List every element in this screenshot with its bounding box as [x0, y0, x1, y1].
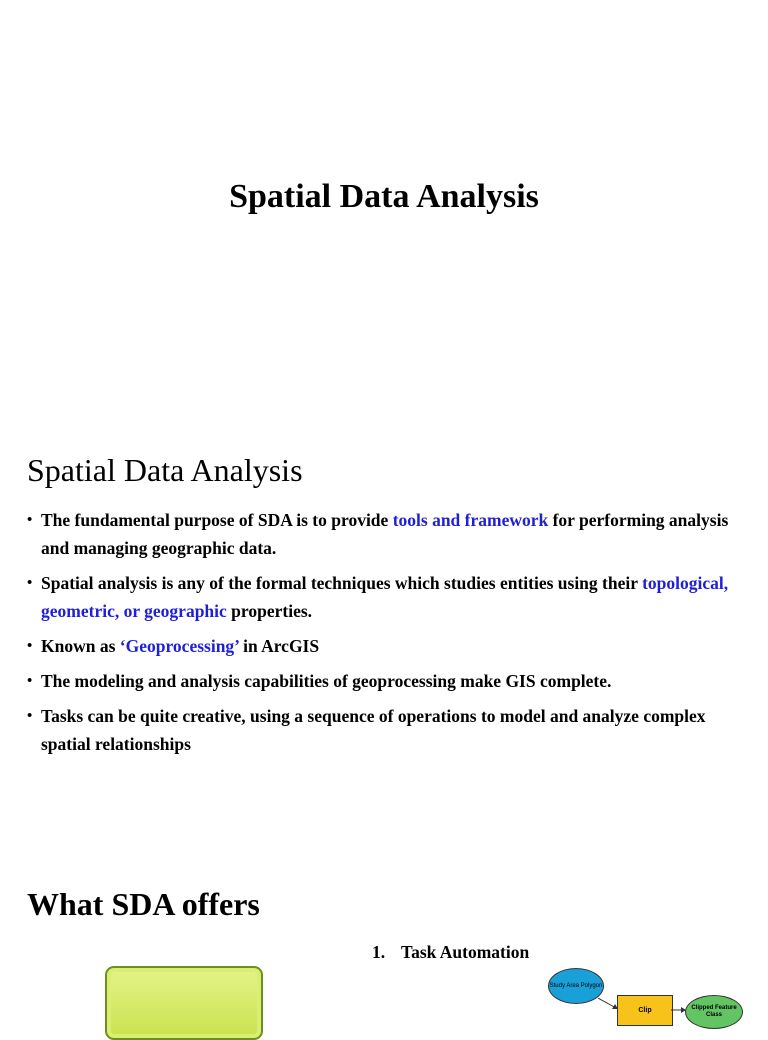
- bullet-highlight: tools and framework: [392, 510, 549, 530]
- item-label: Task Automation: [401, 942, 530, 962]
- bullet-text: properties.: [226, 601, 313, 621]
- bullet-text: Tasks can be quite creative, using a sequence of operations to model and analyze complex spatial relationships: [41, 706, 706, 754]
- model-diagram: [408, 960, 748, 1024]
- section-heading: What SDA offers: [27, 886, 260, 922]
- bullet-list: [27, 506, 742, 765]
- bullet-item: [27, 667, 742, 695]
- bullet-text: Known as: [41, 636, 120, 656]
- input-node: Study Area Polygon: [548, 968, 604, 1004]
- bullet-highlight: ‘Geoprocessing’: [119, 636, 239, 656]
- item-number: 1.: [372, 942, 386, 962]
- bullet-icon: •: [27, 673, 33, 689]
- bullet-text: for performing analysis and managing geographic data.: [41, 510, 729, 558]
- bullet-icon: •: [27, 708, 33, 724]
- bullet-icon: •: [27, 638, 33, 654]
- bullet-icon: •: [27, 575, 33, 591]
- bullet-icon: •: [27, 512, 33, 528]
- bullet-item: [27, 569, 742, 625]
- slide-title: Spatial Data Analysis: [229, 178, 539, 215]
- bullet-item: [27, 506, 742, 562]
- bullet-text: in ArcGIS: [238, 636, 320, 656]
- bullet-item: [27, 702, 742, 758]
- bullet-text: The modeling and analysis capabilities of geoprocessing make GIS complete.: [41, 671, 612, 691]
- bullet-item: [27, 632, 742, 660]
- output-node: Clipped Feature Class: [685, 995, 743, 1029]
- green-graphic-box: [105, 966, 263, 1040]
- tool-node: Clip: [617, 995, 673, 1026]
- bullet-text: Spatial analysis is any of the formal techniques which studies entities using their: [41, 573, 643, 593]
- bullet-highlight: topological, geometric, or geographic: [41, 573, 729, 621]
- section-heading: Spatial Data Analysis: [27, 452, 303, 488]
- bullet-text: The fundamental purpose of SDA is to provide: [41, 510, 393, 530]
